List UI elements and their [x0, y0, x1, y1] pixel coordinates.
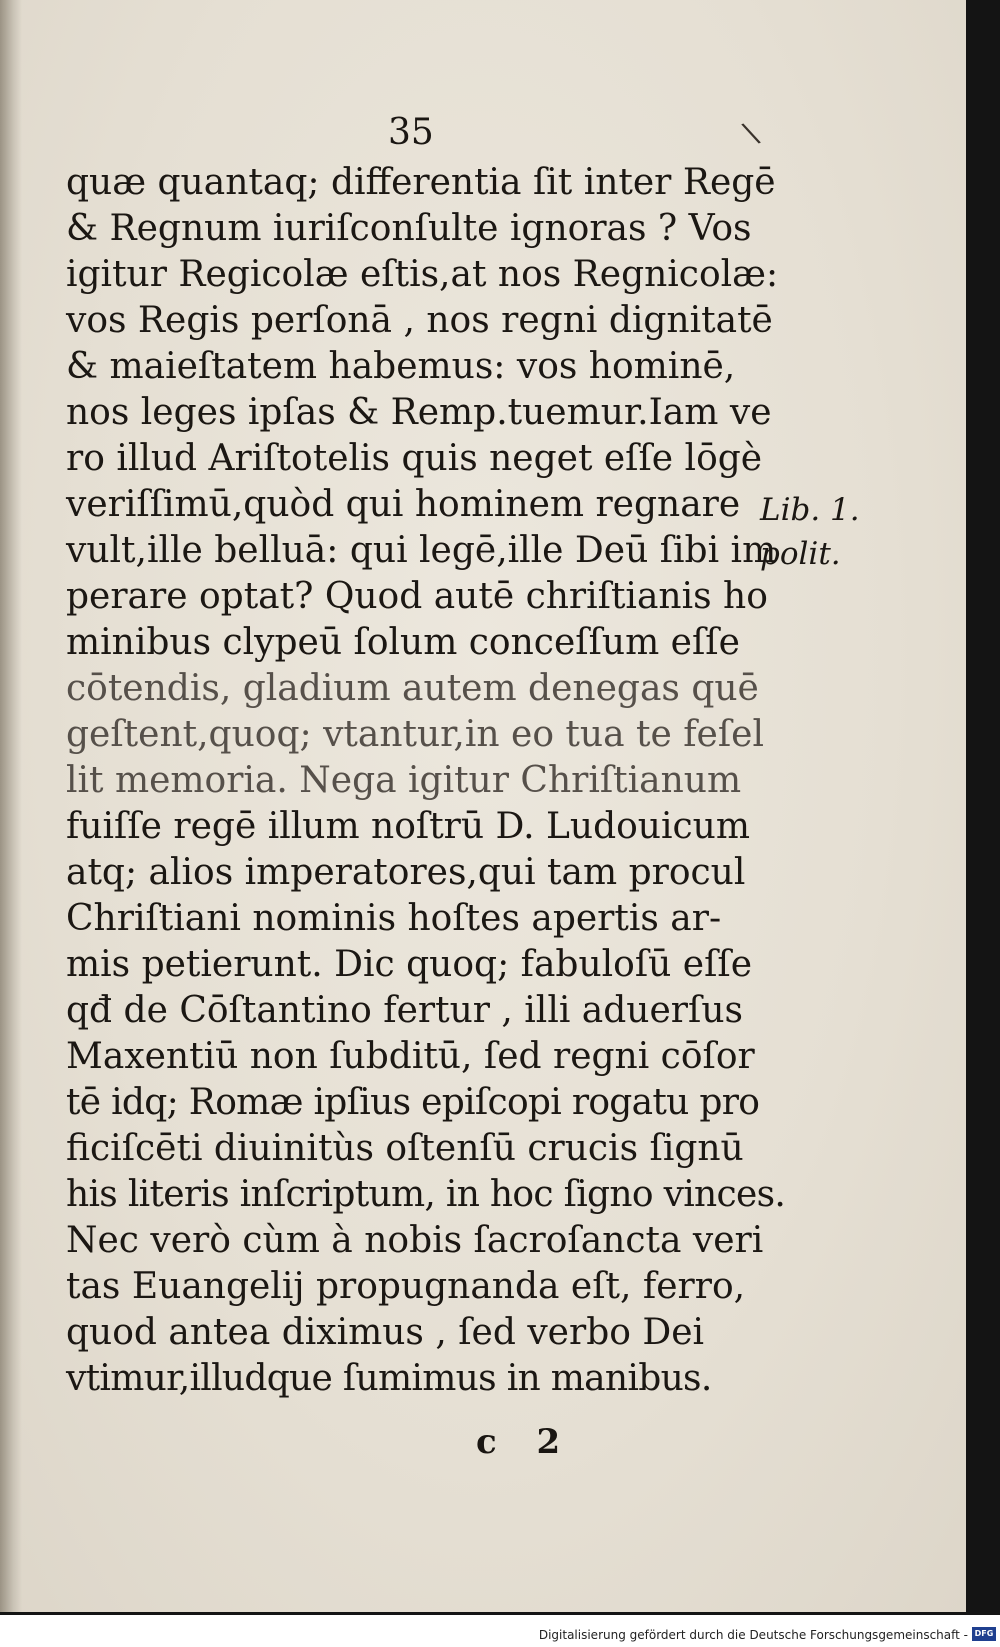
- text-line: Maxentiū non ſubditū, ſed regni cōſor: [66, 1036, 755, 1077]
- text-line: vult,ille belluā: qui legē,ille Deū ſibi im: [66, 530, 777, 571]
- text-line: tē idq; Romæ ipſius epiſcopi rogatu pro: [66, 1082, 760, 1123]
- text-line: nos leges ipſas & Remp.tuemur.Iam ve: [66, 392, 772, 433]
- marginal-note-line: Lib. 1.: [760, 492, 860, 528]
- text-line: perare optat? Quod autē chriſtianis ho: [66, 576, 768, 617]
- dfg-logo: DFG: [972, 1627, 996, 1641]
- text-line: qđ de Cōſtantino fertur , illi aduerſus: [66, 990, 743, 1031]
- text-line: veriſſimū,quòd qui hominem regnare: [66, 484, 741, 525]
- text-line: lit memoria. Nega igitur Chriſtianum: [66, 760, 742, 801]
- text-line: ro illud Ariſtotelis quis neget eſſe lōgè: [66, 438, 763, 479]
- text-line: ficiſcēti diuinitùs oſtenſū crucis ſignū: [66, 1128, 744, 1169]
- text-line: atq; alios imperatores,qui tam procul: [66, 852, 746, 893]
- text-line: fuiſſe regē illum noſtrū D. Ludouicum: [66, 806, 750, 847]
- text-line: Nec verò cùm à nobis ſacroſancta veri: [66, 1220, 764, 1261]
- marginal-note-line: polit.: [760, 536, 841, 572]
- text-line: mis petierunt. Dic quoq; fabuloſū eſſe: [66, 944, 753, 985]
- text-line: quæ quantaq; differentia ſit inter Regē: [66, 162, 776, 203]
- marginal-note: [760, 488, 860, 576]
- text-line: vos Regis perſonā , nos regni dignitatē: [66, 300, 773, 341]
- text-line: geſtent,quoq; vtantur,in eo tua te feſel: [66, 714, 764, 755]
- body-text: [66, 160, 786, 1402]
- text-line: Chriſtiani nominis hoſtes apertis ar-: [66, 898, 722, 939]
- signature-mark: c 2: [476, 1422, 575, 1462]
- text-line: quod antea diximus , ſed verbo Dei: [66, 1312, 705, 1353]
- page-gutter-shadow: [0, 0, 22, 1612]
- text-line: his literis inſcriptum, in hoc ſigno vinces.: [66, 1174, 786, 1215]
- text-line: minibus clypeū ſolum conceſſum eſſe: [66, 622, 740, 663]
- text-line: & maieſtatem habemus: vos hominē,: [66, 346, 736, 387]
- text-line: tas Euangelij propugnanda eſt, ferro,: [66, 1266, 746, 1307]
- funding-credit: Digitalisierung gefördert durch die Deutsche Forschungsgemeinschaft -: [538, 1628, 968, 1642]
- page-number: 35: [388, 112, 434, 153]
- text-line: igitur Regicolæ eſtis,at nos Regnicolæ:: [66, 254, 779, 295]
- text-line: vtimur,illudque ſumimus in manibus.: [66, 1358, 712, 1399]
- text-line: cōtendis, gladium autem denegas quē: [66, 668, 759, 709]
- margin-tick-mark: \: [739, 115, 764, 152]
- text-line: & Regnum iuriſconſulte ignoras ? Vos: [66, 208, 752, 249]
